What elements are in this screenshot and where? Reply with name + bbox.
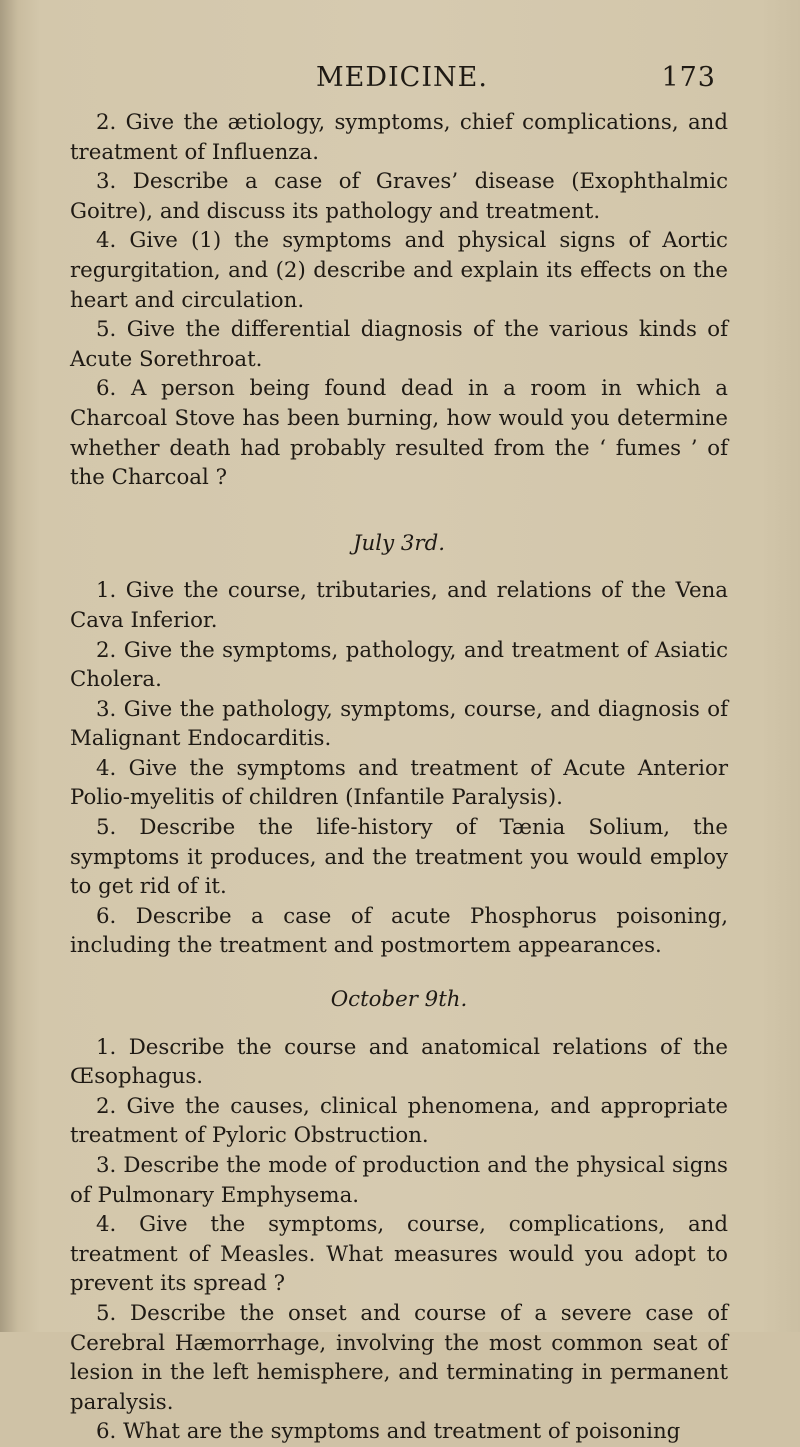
running-header bbox=[316, 62, 716, 102]
question: 4. Give the symptoms and treatment of Acute Anterior Polio-myelitis of children (Infantile Paralysis). bbox=[70, 755, 728, 811]
question: 2. Give the ætiology, symptoms, chief complications, and treatment of Influenza. bbox=[70, 110, 728, 165]
question: 3. Describe a case of Graves’ disease (Exophthalmic Goitre), and discuss its pathology and treatment. bbox=[70, 169, 728, 224]
question: 6. A person being found dead in a room in which a Charcoal Stove has been burning, how would you determine whether death had probably resulted from the ‘ fumes ’ of the Charcoal ? bbox=[70, 376, 728, 491]
question: 4. Give the symptoms, course, complications, and treatment of Measles. What measures would you adopt to prevent its spread ? bbox=[70, 1212, 728, 1297]
question: 2. Give the symptoms, pathology, and treatment of Asiatic Cholera. bbox=[70, 637, 728, 693]
question: 2. Give the causes, clinical phenomena, and appropriate treatment of Pyloric Obstruction. bbox=[70, 1093, 728, 1149]
section-heading-july: July 3rd. bbox=[353, 530, 445, 556]
page-number: 173 bbox=[661, 62, 716, 93]
question: 5. Describe the onset and course of a severe case of Cerebral Hæmorrhage, involving the most common seat of lesion in the left hemisphere, and terminating in permanent paralysis. bbox=[70, 1300, 728, 1415]
section-heading-october: October 9th. bbox=[330, 987, 468, 1013]
question: 4. Give (1) the symptoms and physical signs of Aortic regurgitation, and (2) describe and explain its effects on the heart and circulation. bbox=[70, 228, 728, 313]
question: 6. Describe a case of acute Phosphorus poisoning, including the treatment and postmortem appearances. bbox=[70, 903, 728, 959]
question: 5. Describe the life-history of Tænia Solium, the symptoms it produces, and the treatment you would employ to get rid of it. bbox=[70, 815, 728, 900]
question: 1. Give the course, tributaries, and relations of the Vena Cava Inferior. bbox=[70, 578, 728, 633]
question: 6. What are the symptoms and treatment of poisoning bbox=[96, 1419, 681, 1445]
question: 5. Give the differential diagnosis of the various kinds of Acute Sorethroat. bbox=[70, 317, 728, 372]
question: 3. Give the pathology, symptoms, course, and diagnosis of Malignant Endocarditis. bbox=[70, 696, 728, 752]
running-title: MEDICINE. bbox=[316, 62, 488, 93]
question: 3. Describe the mode of production and the physical signs of Pulmonary Emphysema. bbox=[70, 1153, 728, 1208]
question: 1. Describe the course and anatomical relations of the Œsophagus. bbox=[70, 1034, 728, 1090]
page-body bbox=[70, 108, 728, 1447]
